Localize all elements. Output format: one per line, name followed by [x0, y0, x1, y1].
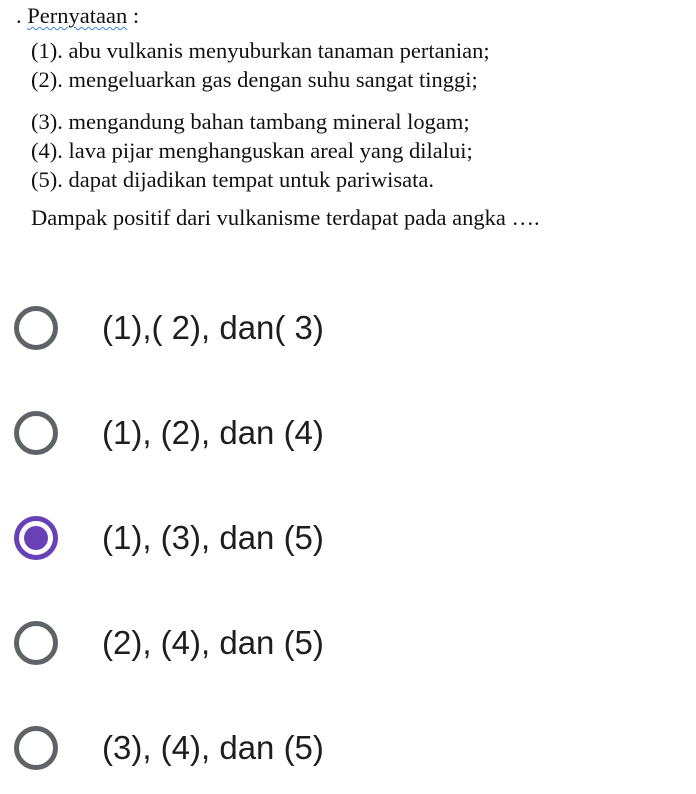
option-1[interactable] [14, 298, 434, 358]
radio-dot [24, 526, 48, 550]
radio-unchecked-icon[interactable] [14, 411, 58, 455]
heading-prefix: . [16, 3, 28, 28]
statement-3: (3). mengandung bahan tambang mineral logam; [31, 109, 470, 134]
option-3[interactable] [14, 508, 434, 568]
option-label: (1),( 2), dan( 3) [102, 309, 324, 346]
radio-unchecked-icon[interactable] [14, 621, 58, 665]
statement-2: (2). mengeluarkan gas dengan suhu sangat tinggi; [31, 67, 478, 92]
statement-1: (1). abu vulkanis menyuburkan tanaman pertanian; [31, 38, 490, 63]
statement-4: (4). lava pijar menghanguskan areal yang dilalui; [31, 138, 473, 163]
option-label: (1), (3), dan (5) [102, 519, 324, 556]
option-label: (1), (2), dan (4) [102, 414, 324, 451]
option-5[interactable] [14, 718, 434, 778]
option-4[interactable] [14, 613, 434, 673]
question-prompt: Dampak positif dari vulkanisme terdapat pada angka …. [31, 205, 540, 230]
radio-unchecked-icon[interactable] [14, 726, 58, 770]
option-label: (2), (4), dan (5) [102, 624, 324, 661]
heading-word: Pernyataan [27, 3, 128, 28]
option-label: (3), (4), dan (5) [102, 729, 324, 766]
statement-5: (5). dapat dijadikan tempat untuk pariwisata. [31, 167, 435, 192]
heading-suffix: : [127, 3, 140, 28]
radio-checked-icon[interactable] [14, 516, 58, 560]
radio-unchecked-icon[interactable] [14, 306, 58, 350]
option-2[interactable] [14, 403, 434, 463]
